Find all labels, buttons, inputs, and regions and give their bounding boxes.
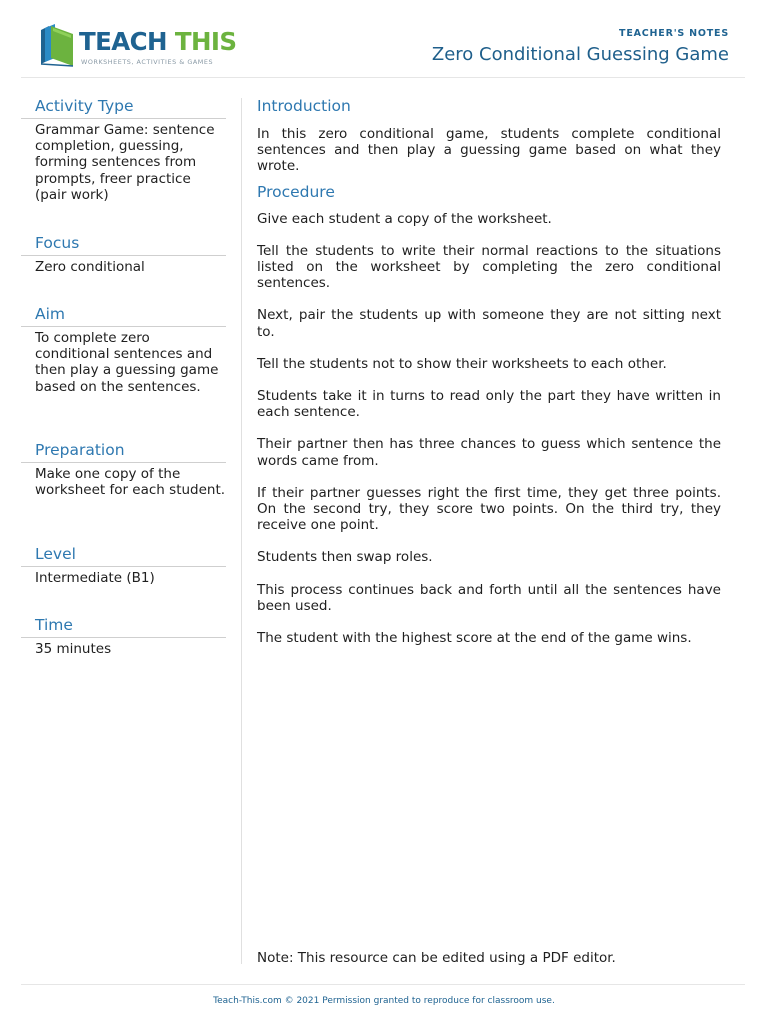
procedure-step: This process continues back and forth until all the sentences have been used.	[257, 581, 721, 614]
level-section	[21, 543, 226, 614]
level-text: Intermediate (B1)	[35, 570, 155, 586]
logo-word-teach: TEACH	[79, 27, 167, 56]
footer-divider	[21, 984, 745, 985]
sidebar	[21, 95, 226, 674]
column-divider	[241, 98, 242, 964]
preparation-text: Make one copy of the worksheet for each student.	[35, 466, 226, 499]
time-section	[21, 614, 226, 674]
main-content	[257, 95, 721, 646]
logo-tagline: WORKSHEETS, ACTIVITIES & GAMES	[81, 58, 214, 66]
aim-section	[21, 303, 226, 439]
procedure-step: Next, pair the students up with someone they are not sitting next to.	[257, 307, 721, 340]
preparation-section	[21, 439, 226, 543]
procedure-step: Tell the students to write their normal reactions to the situations listed on the worksheet by completing the zero conditional sentences.	[257, 242, 721, 292]
section-label: TEACHER'S NOTES	[619, 28, 729, 39]
procedure-step: Their partner then has three chances to guess which sentence the words came from.	[257, 436, 721, 469]
open-book-logo-icon	[37, 22, 77, 68]
aim-heading: Aim	[21, 303, 226, 327]
activity-type-text: Grammar Game: sentence completion, guessing, forming sentences from prompts, freer practice (pair work)	[35, 122, 215, 203]
page-header	[21, 0, 745, 78]
procedure-step: If their partner guesses right the first time, they get three points. On the second try, they score two points. On the third try, they receive one point.	[257, 484, 721, 534]
preparation-heading: Preparation	[21, 439, 226, 463]
focus-text: Zero conditional	[35, 259, 145, 275]
time-heading: Time	[21, 614, 226, 638]
page-title: Zero Conditional Guessing Game	[431, 44, 729, 65]
procedure-step: The student with the highest score at the end of the game wins.	[257, 630, 692, 647]
level-heading: Level	[21, 543, 226, 567]
focus-heading: Focus	[21, 232, 226, 256]
procedure-step: Give each student a copy of the worksheet.	[257, 210, 552, 227]
logo-word-this: THIS	[174, 27, 237, 56]
procedure-step: Tell the students not to show their worksheets to each other.	[257, 355, 667, 372]
procedure-heading: Procedure	[257, 182, 335, 201]
procedure-step: Students then swap roles.	[257, 549, 433, 566]
activity-type-heading: Activity Type	[21, 95, 226, 119]
aim-text: To complete zero conditional sentences and then play a guessing game based on the sentences.	[35, 330, 219, 395]
logo-wordmark	[79, 28, 236, 56]
focus-section	[21, 232, 226, 303]
introduction-heading: Introduction	[257, 97, 351, 115]
footer-text: Teach-This.com © 2021 Permission granted to reproduce for classroom use.	[213, 996, 555, 1006]
time-text: 35 minutes	[35, 641, 112, 657]
editing-note: Note: This resource can be edited using a PDF editor.	[257, 950, 616, 966]
introduction-text: In this zero conditional game, students complete conditional sentences and then play a guessing game based on what they wrote.	[257, 126, 721, 175]
teach-this-logo	[37, 22, 237, 70]
procedure-step: Students take it in turns to read only the part they have written in each sentence.	[257, 388, 721, 421]
activity-type-section	[21, 95, 226, 232]
